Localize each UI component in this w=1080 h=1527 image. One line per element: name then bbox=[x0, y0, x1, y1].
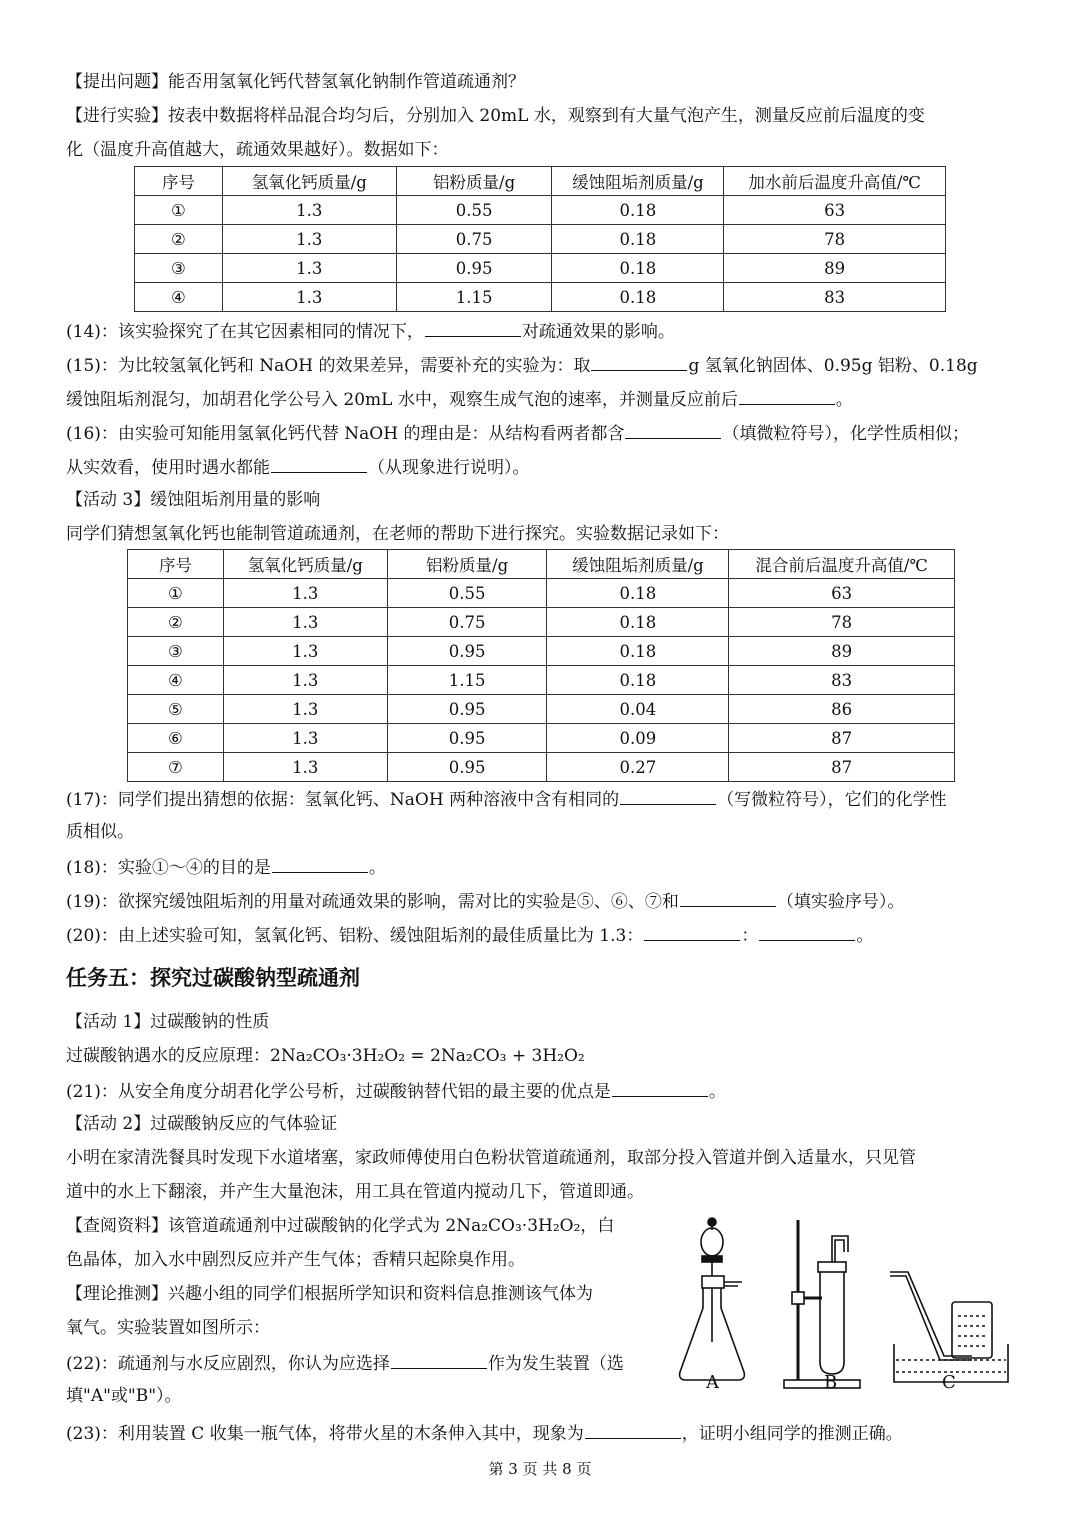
table-cell: ① bbox=[135, 196, 223, 225]
table-row bbox=[135, 283, 946, 312]
table-cell: 0.09 bbox=[547, 724, 729, 753]
table-cell: 0.27 bbox=[547, 753, 729, 782]
answer-blank[interactable] bbox=[272, 854, 368, 873]
label-b: B bbox=[824, 1372, 838, 1393]
table-row bbox=[128, 579, 955, 608]
question-19 bbox=[66, 888, 904, 914]
page-footer: 第 3 页 共 8 页 bbox=[488, 1460, 592, 1478]
q16-text: (16)：由实验可知能用氢氧化钙代替 NaOH 的理由是：从结构看两者都含 bbox=[66, 424, 625, 444]
table-cell: 0.95 bbox=[387, 637, 547, 666]
table-cell: 63 bbox=[724, 196, 946, 225]
q15-text-3: 缓蚀阻垢剂混匀，加胡君化学公号入 20mL 水中，观察生成气泡的速率，并测量反应前后 bbox=[66, 390, 738, 410]
experiment-line-2: 化（温度升高值越大，疏通效果越好）。数据如下： bbox=[66, 140, 449, 160]
answer-blank[interactable] bbox=[585, 1420, 681, 1439]
table-cell: 0.18 bbox=[547, 608, 729, 637]
answer-blank[interactable] bbox=[739, 386, 835, 405]
table-cell: 1.3 bbox=[223, 579, 387, 608]
q22-text: (22)：疏通剂与水反应剧烈，你认为应选择 bbox=[66, 1354, 390, 1374]
column-header: 氢氧化钙质量/g bbox=[223, 550, 387, 579]
table-row bbox=[135, 254, 946, 283]
table-cell: 1.15 bbox=[387, 666, 547, 695]
table-cell: 0.18 bbox=[552, 196, 724, 225]
table-cell: ② bbox=[135, 225, 223, 254]
activity-1-title: 【活动 1】过碳酸钠的性质 bbox=[66, 1012, 270, 1032]
q14-text-end: 对疏通效果的影响。 bbox=[521, 322, 675, 342]
column-header: 加水前后温度升高值/℃ bbox=[724, 167, 946, 196]
q20-colon: ： bbox=[741, 926, 759, 946]
table-cell: 1.3 bbox=[223, 637, 387, 666]
answer-blank[interactable] bbox=[680, 888, 776, 907]
table-cell: 1.3 bbox=[223, 753, 387, 782]
table-cell: 0.95 bbox=[387, 695, 547, 724]
table-cell: 0.18 bbox=[552, 225, 724, 254]
column-header: 混合前后温度升高值/℃ bbox=[729, 550, 955, 579]
table-cell: 0.55 bbox=[387, 579, 547, 608]
q14-text: (14)：该实验探究了在其它因素相同的情况下， bbox=[66, 322, 424, 342]
table-row bbox=[128, 637, 955, 666]
table-cell: ④ bbox=[135, 283, 223, 312]
q18-text-end: 。 bbox=[368, 858, 386, 878]
q15-text-end: 。 bbox=[835, 390, 853, 410]
table-cell: 0.18 bbox=[547, 637, 729, 666]
table-cell: 0.55 bbox=[396, 196, 552, 225]
question-raise: 【提出问题】能否用氢氧化钙代替氢氧化钠制作管道疏通剂？ bbox=[66, 72, 525, 92]
q16-text-3: 从实效看，使用时遇水都能 bbox=[66, 458, 270, 478]
table-cell: 0.95 bbox=[387, 724, 547, 753]
table-row bbox=[128, 608, 955, 637]
table-header-row bbox=[128, 550, 955, 579]
column-header: 缓蚀阻垢剂质量/g bbox=[547, 550, 729, 579]
apparatus-drawing bbox=[672, 1212, 1012, 1402]
question-20 bbox=[66, 922, 873, 948]
table-cell: 78 bbox=[729, 608, 955, 637]
table-cell: 1.3 bbox=[222, 254, 396, 283]
question-23 bbox=[66, 1420, 903, 1446]
task-5-heading: 任务五：探究过碳酸钠型疏通剂 bbox=[66, 966, 360, 990]
q16-text-2: （填微粒符号），化学性质相似； bbox=[722, 424, 969, 444]
column-header: 铝粉质量/g bbox=[387, 550, 547, 579]
table-cell: 1.3 bbox=[222, 283, 396, 312]
question-22 bbox=[66, 1350, 624, 1376]
question-16 bbox=[66, 420, 969, 446]
table-cell: ⑦ bbox=[128, 753, 224, 782]
q18-text: (18)：实验①～④的目的是 bbox=[66, 858, 271, 878]
answer-blank[interactable] bbox=[612, 1078, 708, 1097]
q19-text: (19)：欲探究缓蚀阻垢剂的用量对疏通效果的影响，需对比的实验是⑤、⑥、⑦和 bbox=[66, 892, 679, 912]
question-17 bbox=[66, 786, 947, 812]
table-cell: 87 bbox=[729, 753, 955, 782]
table-cell: 1.3 bbox=[222, 196, 396, 225]
experiment-line-1: 【进行实验】按表中数据将样品混合均匀后，分别加入 20mL 水，观察到有大量气泡产生，测量反应前后温度的变 bbox=[66, 106, 925, 126]
table-row bbox=[135, 225, 946, 254]
apparatus-a bbox=[680, 1218, 745, 1380]
question-15-cont bbox=[66, 386, 853, 412]
table-cell: 63 bbox=[729, 579, 955, 608]
table-cell: 83 bbox=[729, 666, 955, 695]
story-line-1: 小明在家清洗餐具时发现下水道堵塞，家政师傅使用白色粉状管道疏通剂，取部分投入管道并倒入适量水，只见管 bbox=[66, 1148, 916, 1168]
reaction-principle: 过碳酸钠遇水的反应原理：2Na₂CO₃·3H₂O₂ = 2Na₂CO₃ + 3H₂O₂ bbox=[66, 1046, 585, 1066]
q21-text: (21)：从安全角度分胡君化学公号析，过碳酸钠替代铝的最主要的优点是 bbox=[66, 1082, 611, 1102]
apparatus-b bbox=[784, 1220, 860, 1388]
q16-text-end: （从现象进行说明）。 bbox=[368, 458, 530, 478]
table-cell: ④ bbox=[128, 666, 224, 695]
table-header-row bbox=[135, 167, 946, 196]
table-cell: 89 bbox=[729, 637, 955, 666]
q17-text-2: （写微粒符号），它们的化学性 bbox=[717, 790, 947, 810]
table-cell: 1.3 bbox=[223, 666, 387, 695]
question-21 bbox=[66, 1078, 726, 1104]
q22-text-2: 作为发生装置（选 bbox=[487, 1354, 624, 1374]
table-cell: 87 bbox=[729, 724, 955, 753]
story-line-2: 道中的水上下翻滚，并产生大量泡沫，用工具在管道内搅动几下，管道即通。 bbox=[66, 1182, 644, 1202]
table-cell: 86 bbox=[729, 695, 955, 724]
q20-text: (20)：由上述实验可知，氢氧化钙、铝粉、缓蚀阻垢剂的最佳质量比为 1.3： bbox=[66, 926, 644, 946]
table-cell: ② bbox=[128, 608, 224, 637]
activity-3-title: 【活动 3】缓蚀阻垢剂用量的影响 bbox=[66, 490, 321, 510]
table-cell: 78 bbox=[724, 225, 946, 254]
column-header: 缓蚀阻垢剂质量/g bbox=[552, 167, 724, 196]
table-cell: ③ bbox=[135, 254, 223, 283]
question-15 bbox=[66, 352, 978, 378]
table-cell: 1.3 bbox=[223, 724, 387, 753]
table-cell: ③ bbox=[128, 637, 224, 666]
table-cell: 0.75 bbox=[387, 608, 547, 637]
theory-line-2: 氧气。实验装置如图所示： bbox=[66, 1318, 270, 1338]
table-cell: 1.3 bbox=[223, 608, 387, 637]
table-cell: 83 bbox=[724, 283, 946, 312]
table-row bbox=[135, 196, 946, 225]
question-18 bbox=[66, 854, 386, 880]
q17-text: (17)：同学们提出猜想的依据：氢氧化钙、NaOH 两种溶液中含有相同的 bbox=[66, 790, 620, 810]
q21-text-end: 。 bbox=[708, 1082, 726, 1102]
question-14 bbox=[66, 318, 675, 344]
table-row bbox=[128, 695, 955, 724]
table-cell: 0.18 bbox=[547, 666, 729, 695]
table-cell: ① bbox=[128, 579, 224, 608]
question-22-cont: 填"A"或"B"）。 bbox=[66, 1386, 182, 1406]
answer-blank[interactable] bbox=[644, 922, 740, 941]
q23-text-end: ，证明小组同学的推测正确。 bbox=[681, 1424, 903, 1444]
q19-text-end: （填实验序号）。 bbox=[776, 892, 905, 912]
table-cell: 0.95 bbox=[396, 254, 552, 283]
column-header: 序号 bbox=[128, 550, 224, 579]
table-cell: 0.18 bbox=[547, 579, 729, 608]
table-cell: 0.04 bbox=[547, 695, 729, 724]
activity-2-title: 【活动 2】过碳酸钠反应的气体验证 bbox=[66, 1114, 338, 1134]
question-16-cont bbox=[66, 454, 530, 480]
column-header: 序号 bbox=[135, 167, 223, 196]
table-cell: 1.3 bbox=[222, 225, 396, 254]
reference-line-2: 色晶体，加入水中剧烈反应并产生气体；香精只起除臭作用。 bbox=[66, 1250, 525, 1270]
answer-blank[interactable] bbox=[271, 454, 367, 473]
table-cell: ⑤ bbox=[128, 695, 224, 724]
answer-blank[interactable] bbox=[591, 352, 687, 371]
question-17-cont: 质相似。 bbox=[66, 822, 134, 842]
apparatus-c bbox=[890, 1272, 1008, 1382]
reference-line-1: 【查阅资料】该管道疏通剂中过碳酸钠的化学式为 2Na₂CO₃·3H₂O₂，白 bbox=[66, 1216, 615, 1236]
q23-text: (23)：利用装置 C 收集一瓶气体，将带火星的木条伸入其中，现象为 bbox=[66, 1424, 584, 1444]
answer-blank[interactable] bbox=[425, 318, 521, 337]
table-cell: 0.18 bbox=[552, 283, 724, 312]
theory-line-1: 【理论推测】兴趣小组的同学们根据所学知识和资料信息推测该气体为 bbox=[66, 1284, 593, 1304]
q15-text-2: g 氢氧化钠固体、0.95g 铝粉、0.18g bbox=[688, 356, 978, 376]
table-row bbox=[128, 666, 955, 695]
data-table-1 bbox=[134, 166, 946, 312]
answer-blank[interactable] bbox=[625, 420, 721, 439]
table-cell: 1.15 bbox=[396, 283, 552, 312]
column-header: 氢氧化钙质量/g bbox=[222, 167, 396, 196]
table-cell: ⑥ bbox=[128, 724, 224, 753]
table-cell: 0.18 bbox=[552, 254, 724, 283]
table-cell: 0.75 bbox=[396, 225, 552, 254]
answer-blank[interactable] bbox=[391, 1350, 487, 1369]
q20-text-end: 。 bbox=[856, 926, 874, 946]
table-row bbox=[128, 753, 955, 782]
table-cell: 89 bbox=[724, 254, 946, 283]
table-row bbox=[128, 724, 955, 753]
label-c: C bbox=[942, 1372, 956, 1393]
q15-text: (15)：为比较氢氧化钙和 NaOH 的效果差异，需要补充的实验为：取 bbox=[66, 356, 591, 376]
answer-blank[interactable] bbox=[620, 786, 716, 805]
label-a: A bbox=[706, 1372, 719, 1393]
activity-3-intro: 同学们猜想氢氧化钙也能制管道疏通剂，在老师的帮助下进行探究。实验数据记录如下： bbox=[66, 524, 729, 544]
apparatus-figure bbox=[672, 1212, 1012, 1402]
data-table-2 bbox=[127, 549, 955, 782]
column-header: 铝粉质量/g bbox=[396, 167, 552, 196]
answer-blank[interactable] bbox=[759, 922, 855, 941]
table-cell: 1.3 bbox=[223, 695, 387, 724]
table-cell: 0.95 bbox=[387, 753, 547, 782]
